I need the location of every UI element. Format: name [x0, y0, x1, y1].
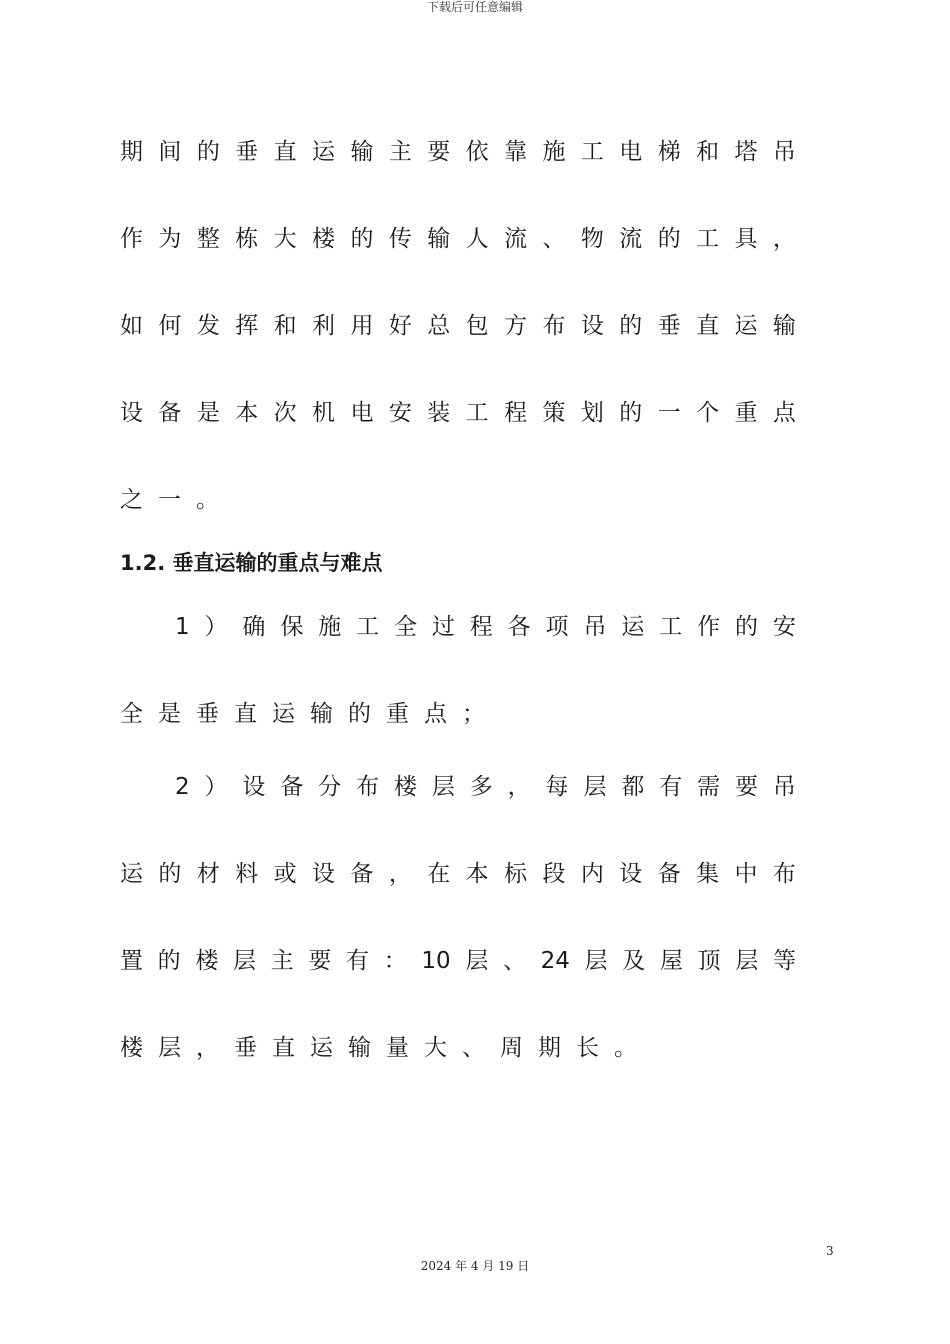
- section-heading: 1.2. 垂直运输的重点与难点: [120, 551, 383, 575]
- page-header: 下载后可任意编辑: [426, 0, 523, 14]
- paragraph-line: 1 ） 确 保 施 工 全 过 程 各 项 吊 运 工 作 的 安: [175, 614, 796, 640]
- paragraph-line: 置 的 楼 层 主 要 有 ： 10 层 、 24 层 及 屋 顶 层 等: [120, 948, 796, 974]
- paragraph-line: 作 为 整 栋 大 楼 的 传 输 人 流 、 物 流 的 工 具 ，: [120, 226, 796, 252]
- paragraph-line: 楼层，垂直运输量大、周期长。: [120, 1035, 652, 1061]
- paragraph-line: 设 备 是 本 次 机 电 安 装 工 程 策 划 的 一 个 重 点: [120, 400, 796, 426]
- paragraph-line: 之一。: [120, 487, 234, 513]
- page-footer-date: 2024 年 4 月 19 日: [420, 1259, 530, 1273]
- paragraph-line: 全是垂直运输的重点；: [120, 701, 500, 727]
- paragraph-line: 2 ） 设 备 分 布 楼 层 多 ， 每 层 都 有 需 要 吊: [175, 774, 796, 800]
- paragraph-line: 如 何 发 挥 和 利 用 好 总 包 方 布 设 的 垂 直 运 输: [120, 313, 796, 339]
- page-number: 3: [826, 1244, 834, 1258]
- paragraph-line: 期 间 的 垂 直 运 输 主 要 依 靠 施 工 电 梯 和 塔 吊: [120, 139, 796, 165]
- paragraph-line: 运 的 材 料 或 设 备 ， 在 本 标 段 内 设 备 集 中 布: [120, 861, 796, 887]
